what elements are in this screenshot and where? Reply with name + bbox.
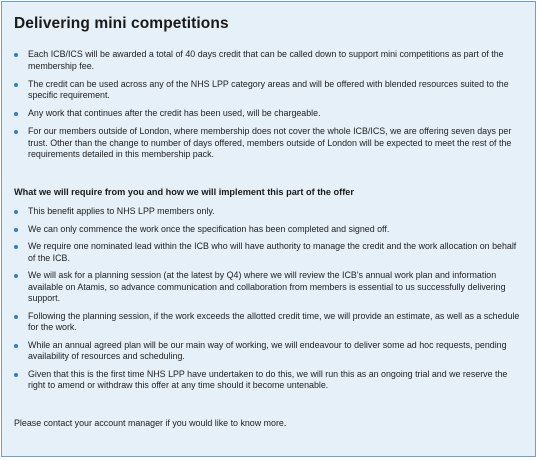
- list-item: [14, 206, 526, 218]
- list-item: [14, 369, 526, 392]
- bullet-icon: [14, 274, 18, 278]
- list-item: [14, 311, 526, 334]
- list-item-text: Given that this is the first time NHS LPP have undertaken to do this, we will run this as an ongoing trial and we reserve the right to amend or withdraw this offer at any time should it become untenable.: [28, 368, 508, 390]
- bullet-icon: [14, 130, 18, 134]
- requirements-heading: What we will require from you and how we will implement this part of the offer: [14, 187, 354, 197]
- list-item: [14, 126, 526, 161]
- bullet-icon: [14, 83, 18, 87]
- bullet-icon: [14, 228, 18, 232]
- list-item-text: Following the planning session, if the work exceeds the allotted credit time, we will provide an estimate, as well as a schedule for the work.: [28, 310, 520, 332]
- list-item-text: Any work that continues after the credit has been used, will be chargeable.: [28, 108, 321, 118]
- bullet-icon: [14, 344, 18, 348]
- bullet-icon: [14, 53, 18, 57]
- bullet-icon: [14, 245, 18, 249]
- bullet-icon: [14, 373, 18, 377]
- info-panel: [1, 1, 536, 457]
- list-item: [14, 224, 526, 236]
- list-item: [14, 49, 526, 72]
- requirements-list: [14, 206, 526, 398]
- list-item-text: We will ask for a planning session (at the latest by Q4) where we will review the ICB's annual work plan and information available on Atamis, so advance communication and collaboration from members is essential to us successfully delivering support.: [28, 270, 506, 303]
- list-item: [14, 241, 526, 264]
- list-item: [14, 79, 526, 102]
- list-item-text: While an annual agreed plan will be our main way of working, we will endeavour to deliver some ad hoc requests, pending availability of resources and scheduling.: [28, 339, 507, 361]
- bullet-icon: [14, 315, 18, 319]
- list-item-text: For our members outside of London, where membership does not cover the whole ICB/ICS, we are offering seven days per trust. Other than the change to number of days offered, members outside of London will be expected to meet the rest of the requirements detailed in this membership pack.: [28, 126, 512, 159]
- list-item-text: The credit can be used across any of the NHS LPP category areas and will be offered with blended resources suited to the specific requirement.: [28, 78, 509, 100]
- bullet-icon: [14, 210, 18, 214]
- list-item-text: We require one nominated lead within the ICB who will have authority to manage the credit and the work allocation on behalf of the ICB.: [28, 241, 517, 263]
- list-item-text: Each ICB/ICS will be awarded a total of 40 days credit that can be called down to support mini competitions as part of the membership fee.: [28, 49, 504, 71]
- list-item-text: We can only commence the work once the specification has been completed and signed off.: [28, 223, 390, 234]
- panel-title: Delivering mini competitions: [14, 15, 229, 32]
- list-item: [14, 340, 526, 363]
- list-item: [14, 108, 526, 120]
- list-item: [14, 270, 526, 305]
- list-item-text: This benefit applies to NHS LPP members only.: [28, 206, 215, 216]
- closing-note: Please contact your account manager if you would like to know more.: [14, 418, 287, 428]
- bullet-icon: [14, 112, 18, 116]
- credit-details-list: [14, 49, 526, 167]
